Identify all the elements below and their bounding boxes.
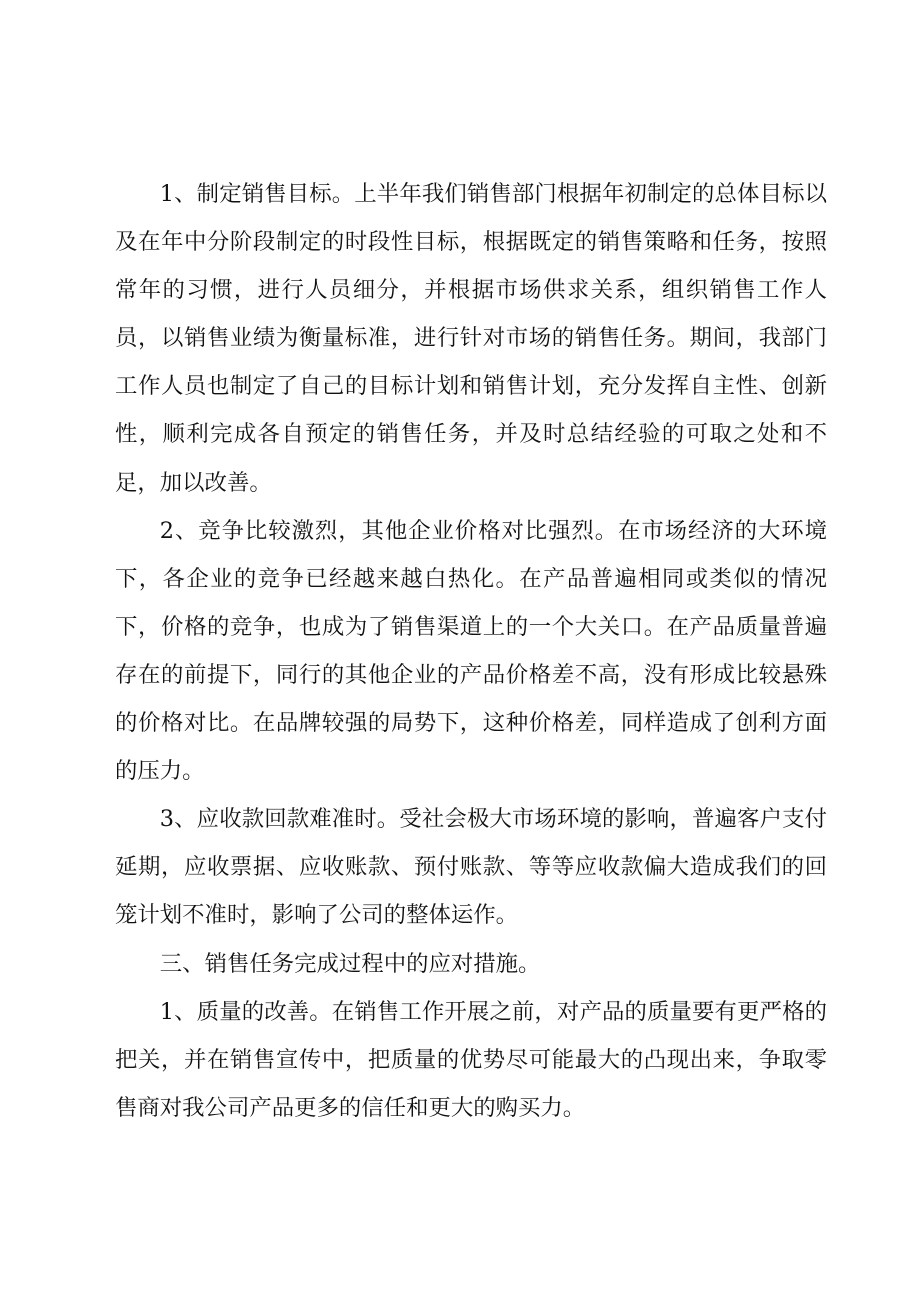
paragraph-price-competition: 2、竞争比较激烈，其他企业价格对比强烈。在市场经济的大环境下，各企业的竞争已经越来越白热化。在产品普遍相同或类似的情况下，价格的竞争，也成为了销售渠道上的一个大关口。在产品质量普遍存在的前提下，同行的其他企业的产品价格差不高，没有形成比较悬殊的价格对比。在品牌较强的局势下，这种价格差，同样造成了创利方面的压力。 (115, 517, 827, 785)
section-heading-countermeasures: 三、销售任务完成过程中的应对措施。 (159, 950, 541, 977)
paragraph-sales-targets: 1、制定销售目标。上半年我们销售部门根据年初制定的总体目标以及在年中分阶段制定的时段性目标，根据既定的销售策略和任务，按照常年的习惯，进行人员细分，并根据市场供求关系，组织销售工作人员，以销售业绩为衡量标准，进行针对市场的销售任务。期间，我部门工作人员也制定了自己的目标计划和销售计划，充分发挥自主性、创新性，顺利完成各自预定的销售任务，并及时总结经验的可取之处和不足，加以改善。 (115, 181, 827, 496)
paragraph-receivables: 3、应收款回款难准时。受社会极大市场环境的影响，普遍客户支付延期，应收票据、应收账款、预付账款、等等应收款偏大造成我们的回笼计划不准时，影响了公司的整体运作。 (115, 806, 827, 929)
paragraph-quality-improvement: 1、质量的改善。在销售工作开展之前，对产品的质量要有更严格的把关，并在销售宣传中，把质量的优势尽可能最大的凸现出来，争取零售商对我公司产品更多的信任和更大的购买力。 (115, 998, 827, 1121)
document-body (115, 170, 827, 1132)
